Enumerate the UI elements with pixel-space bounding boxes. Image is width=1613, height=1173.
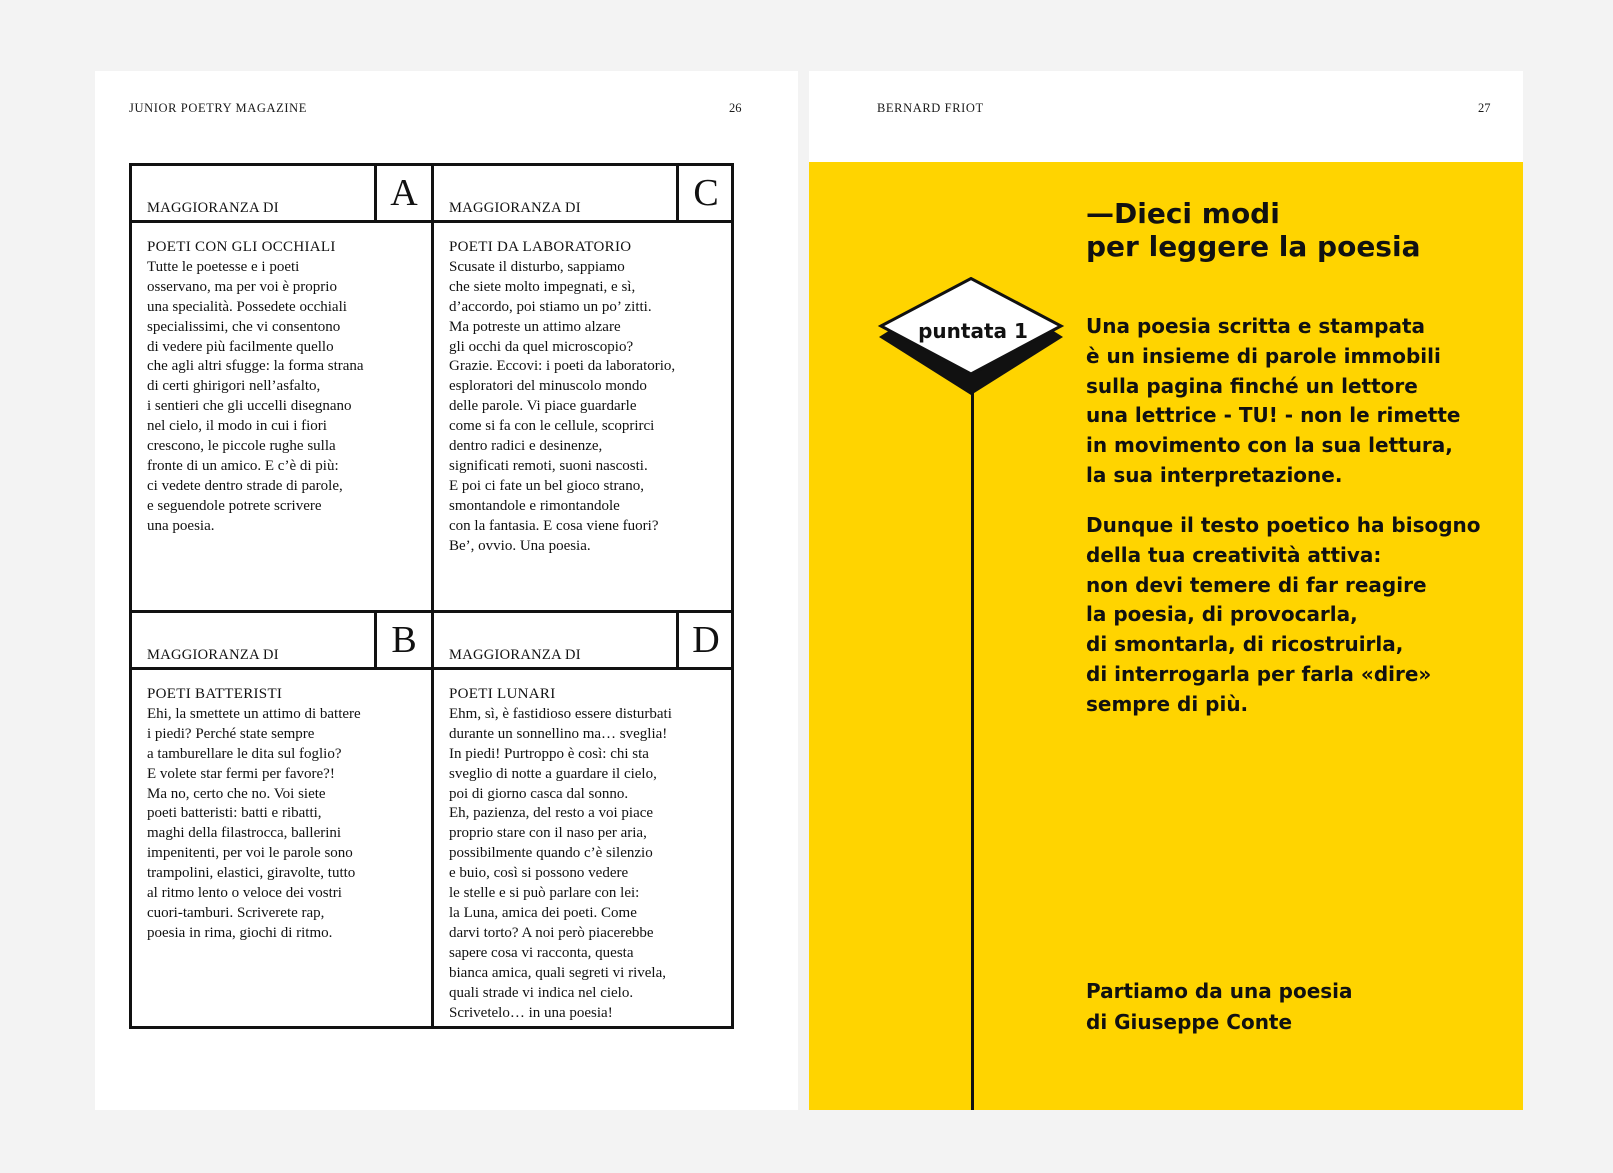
quiz-grid [129, 163, 734, 1029]
cell-header [434, 613, 733, 670]
running-head-right: BERNARD FRIOT [877, 101, 984, 115]
cell-header-label: MAGGIORANZA DI [449, 200, 581, 216]
quiz-cell-d [434, 613, 733, 1057]
quiz-cell-b [132, 613, 431, 1057]
running-head-left: JUNIOR POETRY MAGAZINE [129, 101, 308, 115]
cell-letter: B [374, 613, 431, 667]
cell-title: POETI LUNARI [449, 686, 556, 702]
cell-header [132, 166, 431, 223]
cell-text: Ehi, la smettete un attimo di battere i piedi? Perché state sempre a tamburellare le dita sul foglio? E volete star fermi per favore?! Ma no, certo che no. Voi siete poeti batteristi: batti e ribatti, maghi della filastrocca, ballerini impenitenti, per voi le parole sono trampolini, elastici, giravolte, tutto al ritmo lento o veloce dei vostri cuori-tamburi. Scriverete rap, poesia in rima, giochi di ritmo. [147, 705, 361, 941]
cell-text: Tutte le poetesse e i poeti osservano, ma per voi è proprio una specialità. Possedete occhiali specialissimi, che vi consentono di vedere più facilmente quello che agli altri sfugge: la forma strana di certi ghirigori nell’asfalto, i sentieri che gli uccelli disegnano nel cielo, il modo in cui i fiori crescono, le piccole rughe sulla fronte di un amico. E c’è di più: ci vedete dentro strade di parole, e seguendole potrete scrivere una poesia. [147, 258, 364, 534]
right-page [809, 71, 1523, 1110]
page-number-left: 26 [729, 101, 742, 115]
cell-header-label: MAGGIORANZA DI [147, 647, 279, 663]
section-title: —Dieci modi per leggere la poesia [1086, 197, 1421, 263]
cell-letter: A [374, 166, 431, 220]
cell-text: Ehm, sì, è fastidioso essere disturbati durante un sonnellino ma… sveglia! In piedi! Purtroppo è così: chi sta sveglio di notte a guardare il cielo, poi di giorno casca dal sonno. Eh, pazienza, del resto a voi piace proprio stare con il naso per aria, possibilmente quando c’è silenzio e buio, così si possono vedere le stelle e si può parlare con lei: la Luna, amica dei poeti. Come darvi torto? A noi però piacerebbe sapere cosa vi racconta, questa bianca amica, quali segreti vi rivela, quali strade vi indica nel cielo. Scrivetelo… in una poesia! [449, 705, 672, 1021]
cell-header [132, 613, 431, 670]
cell-text: Scusate il disturbo, sappiamo che siete molto impegnati, e sì, d’accordo, poi stiamo un po’ zitti. Ma potreste un attimo alzare gli occhi da quel microscopio? Grazie. Eccovi: i poeti da laboratorio, esploratori del minuscolo mondo delle parole. Vi piace guardarle come si fa con le cellule, scoprirci dentro radici e desinenze, significati remoti, suoni nascosti. E poi ci fate un bel gioco strano, smontandole e rimontandole con la fantasia. E cosa viene fuori? Be’, ovvio. Una poesia. [449, 258, 676, 554]
cell-body [147, 238, 419, 537]
quiz-cell-a [132, 166, 431, 610]
left-page [95, 71, 798, 1110]
closing-paragraph: Partiamo da una poesia di Giuseppe Conte [1086, 979, 1353, 1034]
cell-body [449, 685, 721, 1023]
vertical-rule [971, 392, 974, 1110]
second-paragraph: Dunque il testo poetico ha bisogno della tua creatività attiva: non devi temere di far reagire la poesia, di provocarla, di smontarla, di ricostruirla, di interrogarla per farla «dire» sempre di più. [1086, 513, 1481, 716]
cell-header-label: MAGGIORANZA DI [147, 200, 279, 216]
intro-paragraph: Una poesia scritta e stampata è un insieme di parole immobili sulla pagina finché un lettore una lettrice - TU! - non le rimette in movimento con la sua lettura, la sua interpretazione. [1086, 314, 1461, 487]
cell-body [449, 238, 721, 557]
cell-header-label: MAGGIORANZA DI [449, 647, 581, 663]
cell-letter: C [676, 166, 733, 220]
yellow-panel [809, 162, 1523, 1110]
cell-title: POETI DA LABORATORIO [449, 239, 632, 255]
cell-letter: D [676, 613, 733, 667]
quiz-cell-c [434, 166, 733, 610]
page-number-right: 27 [1478, 101, 1491, 115]
cell-header [434, 166, 733, 223]
cell-title: POETI CON GLI OCCHIALI [147, 239, 336, 255]
cell-title: POETI BATTERISTI [147, 686, 283, 702]
cell-body [147, 685, 419, 944]
badge-label: puntata 1 [918, 319, 1028, 343]
